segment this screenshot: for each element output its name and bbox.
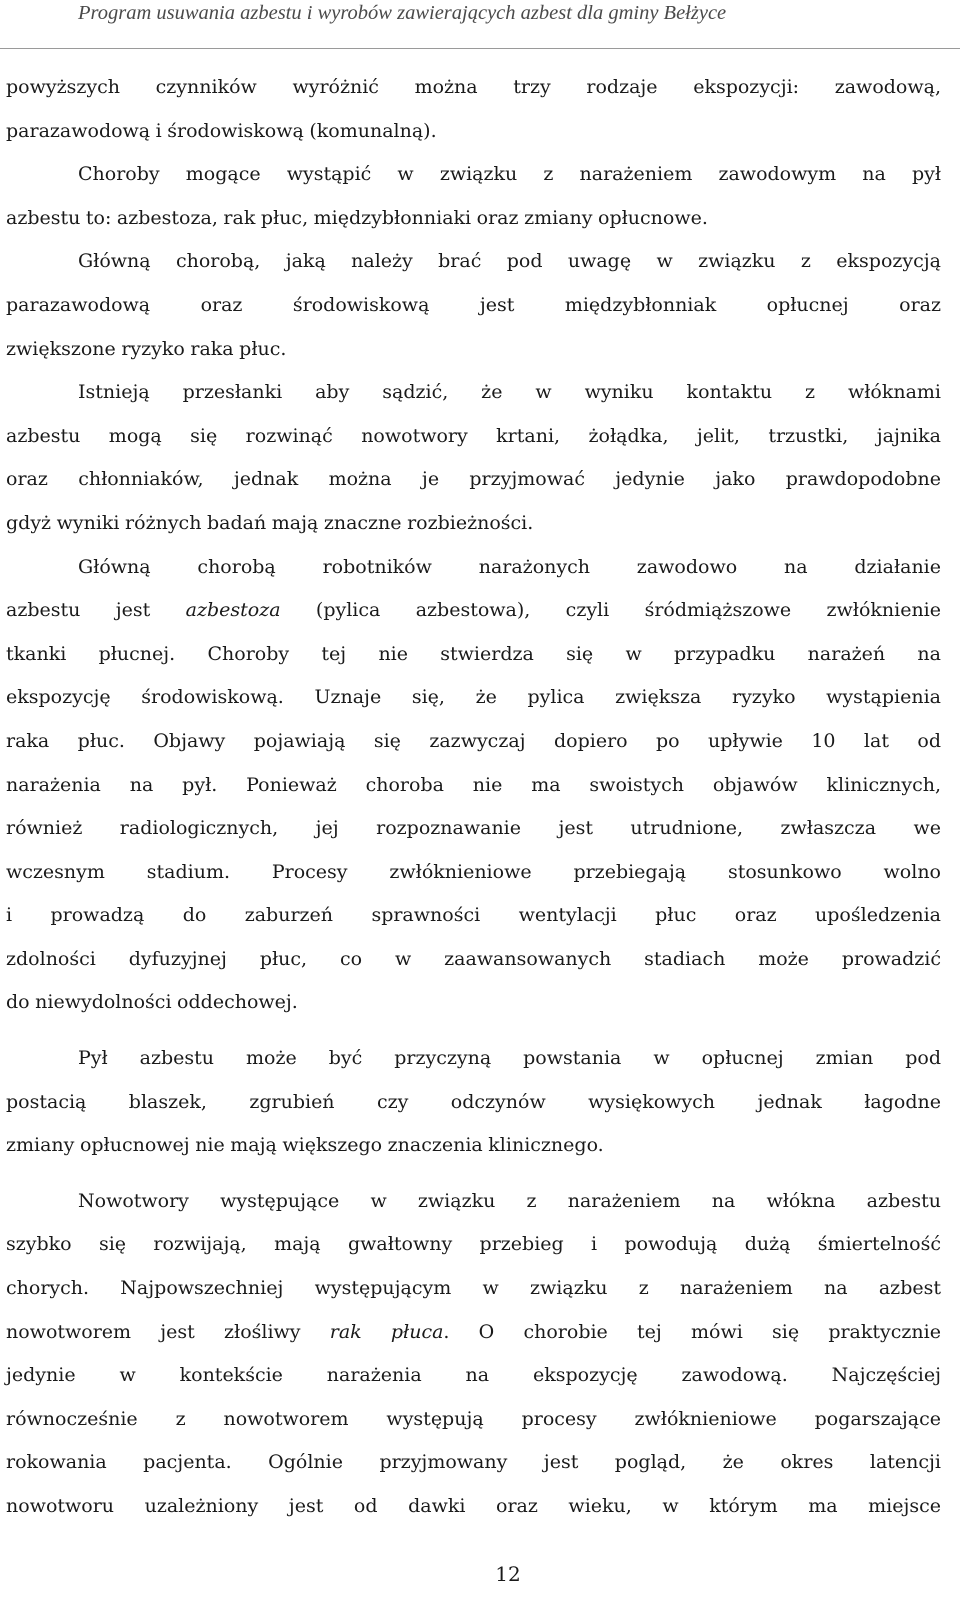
text-line: zdolności dyfuzyjnej płuc, co w zaawansowanych stadiach może prowadzić	[6, 947, 941, 970]
text-line: i prowadzą do zaburzeń sprawności wentylacji płuc oraz upośledzenia	[6, 904, 941, 927]
text-line: tkanki płucnej. Choroby tej nie stwierdza się w przypadku narażeń na	[6, 642, 941, 665]
paragraph	[6, 371, 941, 545]
text-line: chorych. Najpowszechniej występującym w związku z narażeniem na azbest	[6, 1277, 941, 1300]
text-line: Istnieją przesłanki aby sądzić, że w wyniku kontaktu z włóknami	[78, 381, 941, 404]
text-line: wczesnym stadium. Procesy zwłóknieniowe przebiegają stosunkowo wolno	[6, 860, 941, 883]
text-line: gdyż wyniki różnych badań mają znaczne rozbieżności.	[6, 511, 534, 534]
text-line: szybko się rozwijają, mają gwałtowny przebieg i powodują dużą śmiertelność	[6, 1233, 941, 1256]
text-line: do niewydolności oddechowej.	[6, 991, 298, 1014]
text-line: zmiany opłucnowej nie mają większego znaczenia klinicznego.	[6, 1134, 604, 1157]
text-line: narażenia na pył. Ponieważ choroba nie ma swoistych objawów klinicznych,	[6, 773, 941, 796]
text-line: Główną chorobą robotników narażonych zawodowo na działanie	[78, 555, 941, 578]
text-line: nowotworem jest złośliwy rak płuca. O chorobie tej mówi się praktycznie	[6, 1320, 941, 1343]
text-line: oraz chłonniaków, jednak można je przyjmować jedynie jako prawdopodobne	[6, 468, 941, 491]
text-line: równocześnie z nowotworem występują procesy zwłóknieniowe pogarszające	[6, 1407, 941, 1430]
body-text	[6, 66, 941, 1529]
paragraph	[6, 240, 941, 371]
text-line: zwiększone ryzyko raka płuc.	[6, 337, 287, 360]
paragraph	[6, 546, 941, 1026]
text-line: azbestu to: azbestoza, rak płuc, międzybłonniaki oraz zmiany opłucnowe.	[6, 206, 708, 229]
text-line: Pył azbestu może być przyczyną powstania w opłucnej zmian pod	[78, 1047, 941, 1070]
running-header	[0, 0, 960, 49]
text-line: jedynie w kontekście narażenia na ekspozycję zawodową. Najczęściej	[6, 1364, 941, 1387]
paragraph	[6, 1180, 941, 1529]
text-line: Choroby mogące wystąpić w związku z narażeniem zawodowym na pył	[78, 163, 941, 186]
text-line: raka płuc. Objawy pojawiają się zazwyczaj dopiero po upływie 10 lat od	[6, 729, 941, 752]
italic-term: rak płuca	[329, 1320, 444, 1343]
paragraph	[6, 66, 941, 153]
text-line: postacią blaszek, zgrubień czy odczynów wysiękowych jednak łagodne	[6, 1090, 941, 1113]
text-line: parazawodową i środowiskową (komunalną).	[6, 119, 437, 142]
text-line: azbestu mogą się rozwinąć nowotwory krtani, żołądka, jelit, trzustki, jajnika	[6, 424, 941, 447]
text-line: parazawodową oraz środowiskową jest międzybłonniak opłucnej oraz	[6, 293, 941, 316]
italic-term: azbestoza	[185, 599, 281, 622]
text-line: azbestu jest azbestoza (pylica azbestowa), czyli śródmiąższowe zwłóknienie	[6, 599, 942, 622]
text-line: powyższych czynników wyróżnić można trzy rodzaje ekspozycji: zawodową,	[6, 76, 941, 98]
paragraph	[6, 153, 941, 240]
text-line: Główną chorobą, jaką należy brać pod uwagę w związku z ekspozycją	[78, 250, 941, 273]
text-line: nowotworu uzależniony jest od dawki oraz wieku, w którym ma miejsce	[6, 1495, 941, 1517]
text-line: również radiologicznych, jej rozpoznawanie jest utrudnione, zwłaszcza we	[6, 817, 941, 840]
paragraph	[6, 1037, 941, 1168]
text-line: Nowotwory występujące w związku z narażeniem na włókna azbestu	[78, 1189, 941, 1212]
page-number: 12	[495, 1562, 521, 1586]
text-line: ekspozycję środowiskową. Uznaje się, że pylica zwiększa ryzyko wystąpienia	[6, 686, 941, 709]
header-title: Program usuwania azbestu i wyrobów zawierających azbest dla gminy Bełżyce	[78, 2, 727, 24]
text-line: rokowania pacjenta. Ogólnie przyjmowany jest pogląd, że okres latencji	[6, 1451, 941, 1474]
